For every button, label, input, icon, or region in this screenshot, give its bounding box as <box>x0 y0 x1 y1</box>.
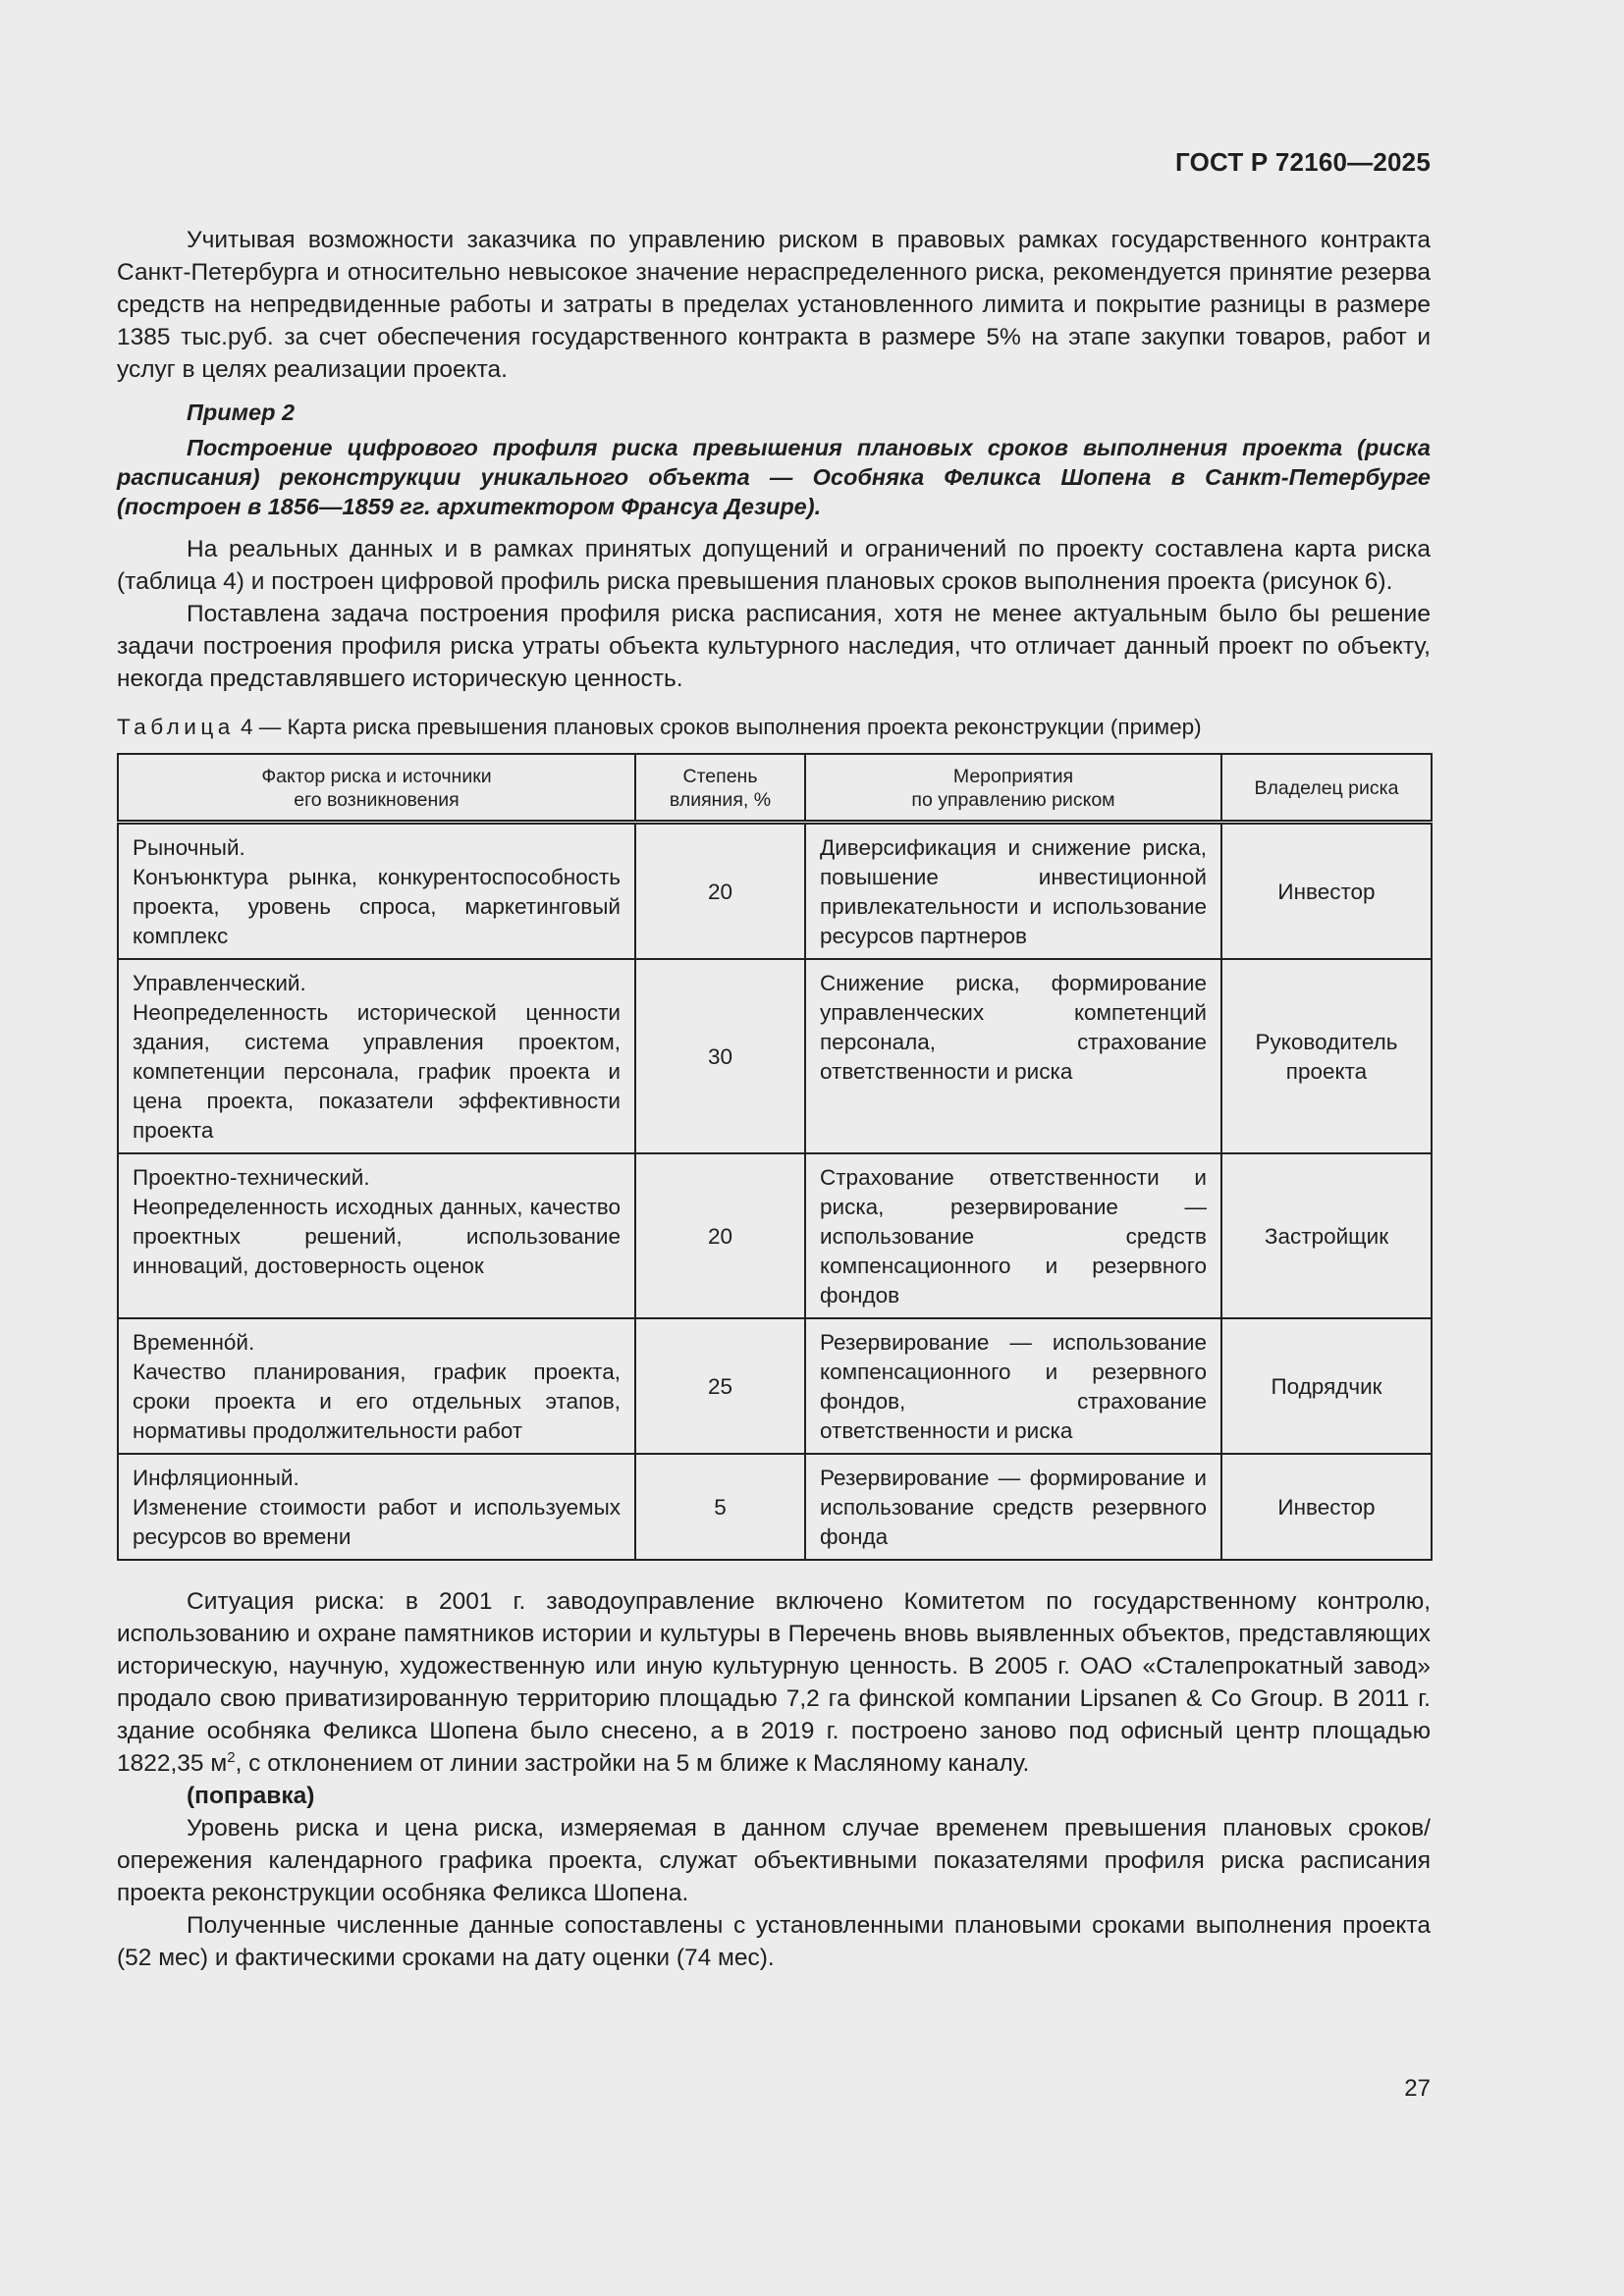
owner-cell: Застройщик <box>1221 1153 1432 1318</box>
table-row <box>118 1318 1432 1454</box>
measures-cell: Снижение риска, формирование управленческих компетенций персонала, страхование ответственности и риска <box>805 959 1221 1153</box>
table-row <box>118 959 1432 1153</box>
risk-situation-text-end: , с отклонением от линии застройки на 5 м ближе к Масляному каналу. <box>235 1750 1030 1777</box>
table-row <box>118 1454 1432 1560</box>
header-owner-text: Владелец риска <box>1254 777 1399 799</box>
paragraph-numeric-data: Полученные численные данные сопоставлены с установленными плановыми сроками выполнения проекта (52 мес) и фактическими сроками на дату оценки (74 мес). <box>117 1912 1431 1971</box>
header-degree <box>635 754 805 823</box>
degree-cell: 20 <box>635 823 805 960</box>
header-factor-line1: Фактор риска и источники <box>261 766 492 787</box>
factor-name: Проектно-технический. <box>133 1165 370 1190</box>
paragraph-risk-reserve: Учитывая возможности заказчика по управлению риском в правовых рамках государственного контракта Санкт-Петербурга и относительно невысокое значение нераспределенного риска, рекомендуется принятие резерва средств на непредвиденные работы и затраты в пределах установленного лимита и покрытие разницы в размере 1385 тыс.руб. за счет обеспечения государственного контракта в размере 5% на этапе закупки товаров, работ и услуг в целях реализации проекта. <box>117 227 1431 383</box>
factor-description: Качество планирования, график проекта, сроки проекта и его отдельных этапов, нормативы продолжительности работ <box>133 1360 621 1443</box>
header-factor <box>118 754 635 823</box>
page-content <box>117 224 1431 1974</box>
owner-cell: Подрядчик <box>1221 1318 1432 1454</box>
table-caption <box>117 713 1431 742</box>
owner-cell: Руководитель проекта <box>1221 959 1432 1153</box>
factor-name: Временнóй. <box>133 1330 255 1355</box>
factor-name: Рыночный. <box>133 835 245 860</box>
degree-cell: 5 <box>635 1454 805 1560</box>
measures-cell: Резервирование — использование компенсационного и резервного фондов, страхование ответственности и риска <box>805 1318 1221 1454</box>
header-factor-line2: его возникновения <box>294 789 460 811</box>
paragraph-risk-map: На реальных данных и в рамках принятых допущений и ограничений по проекту составлена карта риска (таблица 4) и построен цифровой профиль риска превышения плановых сроков выполнения проекта (рисунок 6). <box>117 536 1431 595</box>
area-unit-superscript: 2 <box>227 1748 236 1766</box>
table-row <box>118 823 1432 960</box>
header-degree-line1: Степень <box>682 766 758 787</box>
risk-situation-text: Ситуация риска: в 2001 г. заводоуправление включено Комитетом по государственному контролю, использованию и охране памятников истории и культуры в Перечень вновь выявленных объектов, представляющих историческую, научную, художественную или иную культурную ценность. В 2005 г. ОАО «Сталепрокатный завод» продало свою приватизированную территорию площадью 7,2 га финской компании Lipsanen & Co Group. В 2011 г. здание особняка Феликса Шопена было снесено, а в 2019 г. построено заново под офисный центр площадью 1822,35 м <box>117 1588 1431 1777</box>
header-owner <box>1221 754 1432 823</box>
header-degree-line2: влияния, % <box>669 789 772 811</box>
header-measures <box>805 754 1221 823</box>
measures-cell: Страхование ответственности и риска, резервирование — использование средств компенсационного и резервного фондов <box>805 1153 1221 1318</box>
degree-cell: 30 <box>635 959 805 1153</box>
factor-cell <box>118 959 635 1153</box>
factor-description: Изменение стоимости работ и используемых ресурсов во времени <box>133 1495 621 1549</box>
example-text: Построение цифрового профиля риска превышения плановых сроков выполнения проекта (риска расписания) реконструкции уникального объекта — Особняка Феликса Шопена в Санкт-Петербурге (построен в 1856—1859 гг. архитектором Франсуа Дезире). <box>117 435 1431 519</box>
factor-cell <box>118 1153 635 1318</box>
table-header-row <box>118 754 1432 823</box>
header-measures-line1: Мероприятия <box>952 766 1074 787</box>
factor-cell <box>118 1454 635 1560</box>
measures-cell: Диверсификация и снижение риска, повышение инвестиционной привлекательности и использование ресурсов партнеров <box>805 823 1221 960</box>
degree-cell: 25 <box>635 1318 805 1454</box>
risk-map-table <box>117 753 1433 1561</box>
table-caption-text: 4 — Карта риска превышения плановых сроков выполнения проекта реконструкции (пример) <box>234 715 1202 739</box>
paragraph-task: Поставлена задача построения профиля риска расписания, хотя не менее актуальным было бы решение задачи построения профиля риска утраты объекта культурного наследия, что отличает данный проект по объекту, некогда представлявшего историческую ценность. <box>117 601 1431 692</box>
factor-name: Управленческий. <box>133 971 306 995</box>
paragraph-risk-level: Уровень риска и цена риска, измеряемая в данном случае временем превышения плановых сроков/опережения календарного графика проекта, служат объективными показателями профиля риска расписания проекта реконструкции особняка Феликса Шопена. <box>117 1815 1431 1906</box>
example-title: Пример 2 <box>187 400 296 425</box>
paragraph-risk-situation <box>117 1585 1431 1780</box>
factor-name: Инфляционный. <box>133 1466 299 1490</box>
factor-cell <box>118 823 635 960</box>
page-number: 27 <box>1404 2075 1431 2102</box>
factor-cell <box>118 1318 635 1454</box>
owner-cell: Инвестор <box>1221 823 1432 960</box>
table-caption-word: Таблица <box>117 715 235 739</box>
measures-cell: Резервирование — формирование и использование средств резервного фонда <box>805 1454 1221 1560</box>
table-row <box>118 1153 1432 1318</box>
header-measures-line2: по управлению риском <box>911 789 1115 811</box>
factor-description: Неопределенность исторической ценности здания, система управления проектом, компетенции персонала, график проекта и цена проекта, показатели эффективности проекта <box>133 1000 621 1143</box>
owner-cell: Инвестор <box>1221 1454 1432 1560</box>
factor-description: Неопределенность исходных данных, качество проектных решений, использование инноваций, достоверность оценок <box>133 1195 621 1278</box>
correction-note: (поправка) <box>187 1783 315 1809</box>
degree-cell: 20 <box>635 1153 805 1318</box>
document-code: ГОСТ Р 72160—2025 <box>1175 147 1431 177</box>
factor-description: Конъюнктура рынка, конкурентоспособность проекта, уровень спроса, маркетинговый комплекс <box>133 865 621 948</box>
